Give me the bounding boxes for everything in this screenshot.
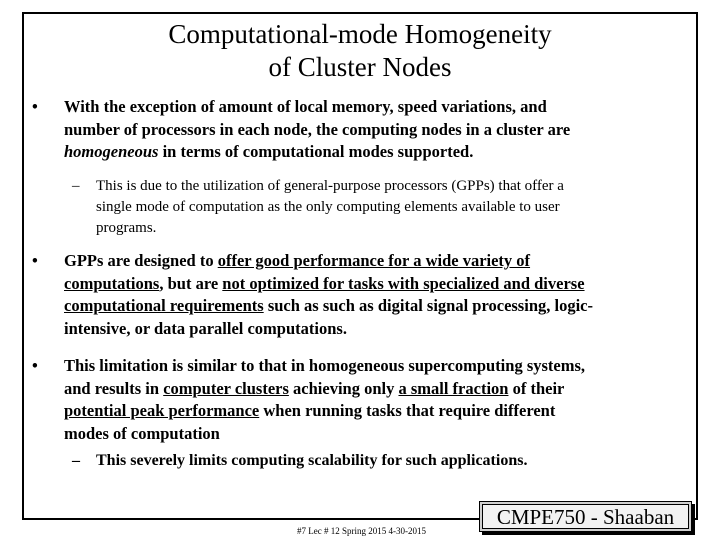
bullet-1-line-3-rest: in terms of computational modes supported. [158,142,474,161]
underline-computational-requirements: computational requirements [64,296,264,315]
bullet-3-l2-mid: achieving only [288,378,399,398]
course-badge [479,501,692,532]
slide-title [0,18,720,84]
bullet-3-line-4: modes of computation [64,423,220,443]
bullet-2-l2-mid: , but are [159,273,223,293]
sub-1-line-2: single mode of computation as the only computing elements available to user [96,199,560,215]
title-line-2: of Cluster Nodes [268,52,452,82]
bullet-marker: • [32,251,38,270]
slide-footer: #7 Lec # 12 Spring 2015 4-30-2015 [297,526,426,536]
bullet-1 [32,96,684,164]
bullet-2-line-1 [64,250,684,273]
bullet-2-line-2 [64,273,684,296]
sub-bullet-1 [72,176,686,239]
underline-small-fraction: a small fraction [398,378,509,398]
bullet-3-line-1: This limitation is similar to that in homogeneous supercomputing systems, [64,356,586,375]
bullet-3-line-3 [64,400,684,423]
bullet-3-l2-rest: of their [508,378,565,398]
bullet-marker: • [32,97,38,116]
sub-1-line-3: programs. [96,220,157,236]
dash-marker: – [72,178,80,194]
bullet-2-l3-rest: such as such as digital signal processing, logic- [263,296,593,315]
bullet-3 [32,355,684,445]
bullet-marker: • [32,356,38,375]
emphasis-homogeneous: homogeneous [64,142,159,161]
underline-computations: computations [64,273,160,293]
course-badge-label: CMPE750 - Shaaban [482,504,689,529]
underline-not-optimized: not optimized for tasks with specialized and diverse [222,273,585,293]
bullet-2-l1-pre: GPPs are designed to [64,251,218,270]
bullet-2 [32,250,684,340]
underline-computer-clusters: computer clusters [163,378,289,398]
underline-good-performance: offer good performance for a wide variety of [217,251,531,270]
sub-bullet-2 [72,450,686,471]
bullet-1-line-3 [64,141,684,164]
bullet-1-line-2: number of processors in each node, the computing nodes in a cluster are [64,119,571,139]
bullet-1-line-1: With the exception of amount of local memory, speed variations, and [64,97,547,116]
bullet-2-line-4: intensive, or data parallel computations. [64,318,347,338]
title-line-1: Computational-mode Homogeneity [168,19,552,49]
underline-potential-peak-performance: potential peak performance [64,401,260,420]
bullet-3-l3-rest: when running tasks that require different [259,401,556,420]
sub-1-line-1: This is due to the utilization of general-purpose processors (GPPs) that offer a [96,178,564,194]
bullet-3-l2-pre: and results in [64,378,164,398]
dash-marker: – [72,452,80,469]
bullet-3-line-2 [64,378,684,401]
sub-2-line-1: This severely limits computing scalability for such applications. [96,452,528,469]
bullet-2-line-3 [64,295,684,318]
